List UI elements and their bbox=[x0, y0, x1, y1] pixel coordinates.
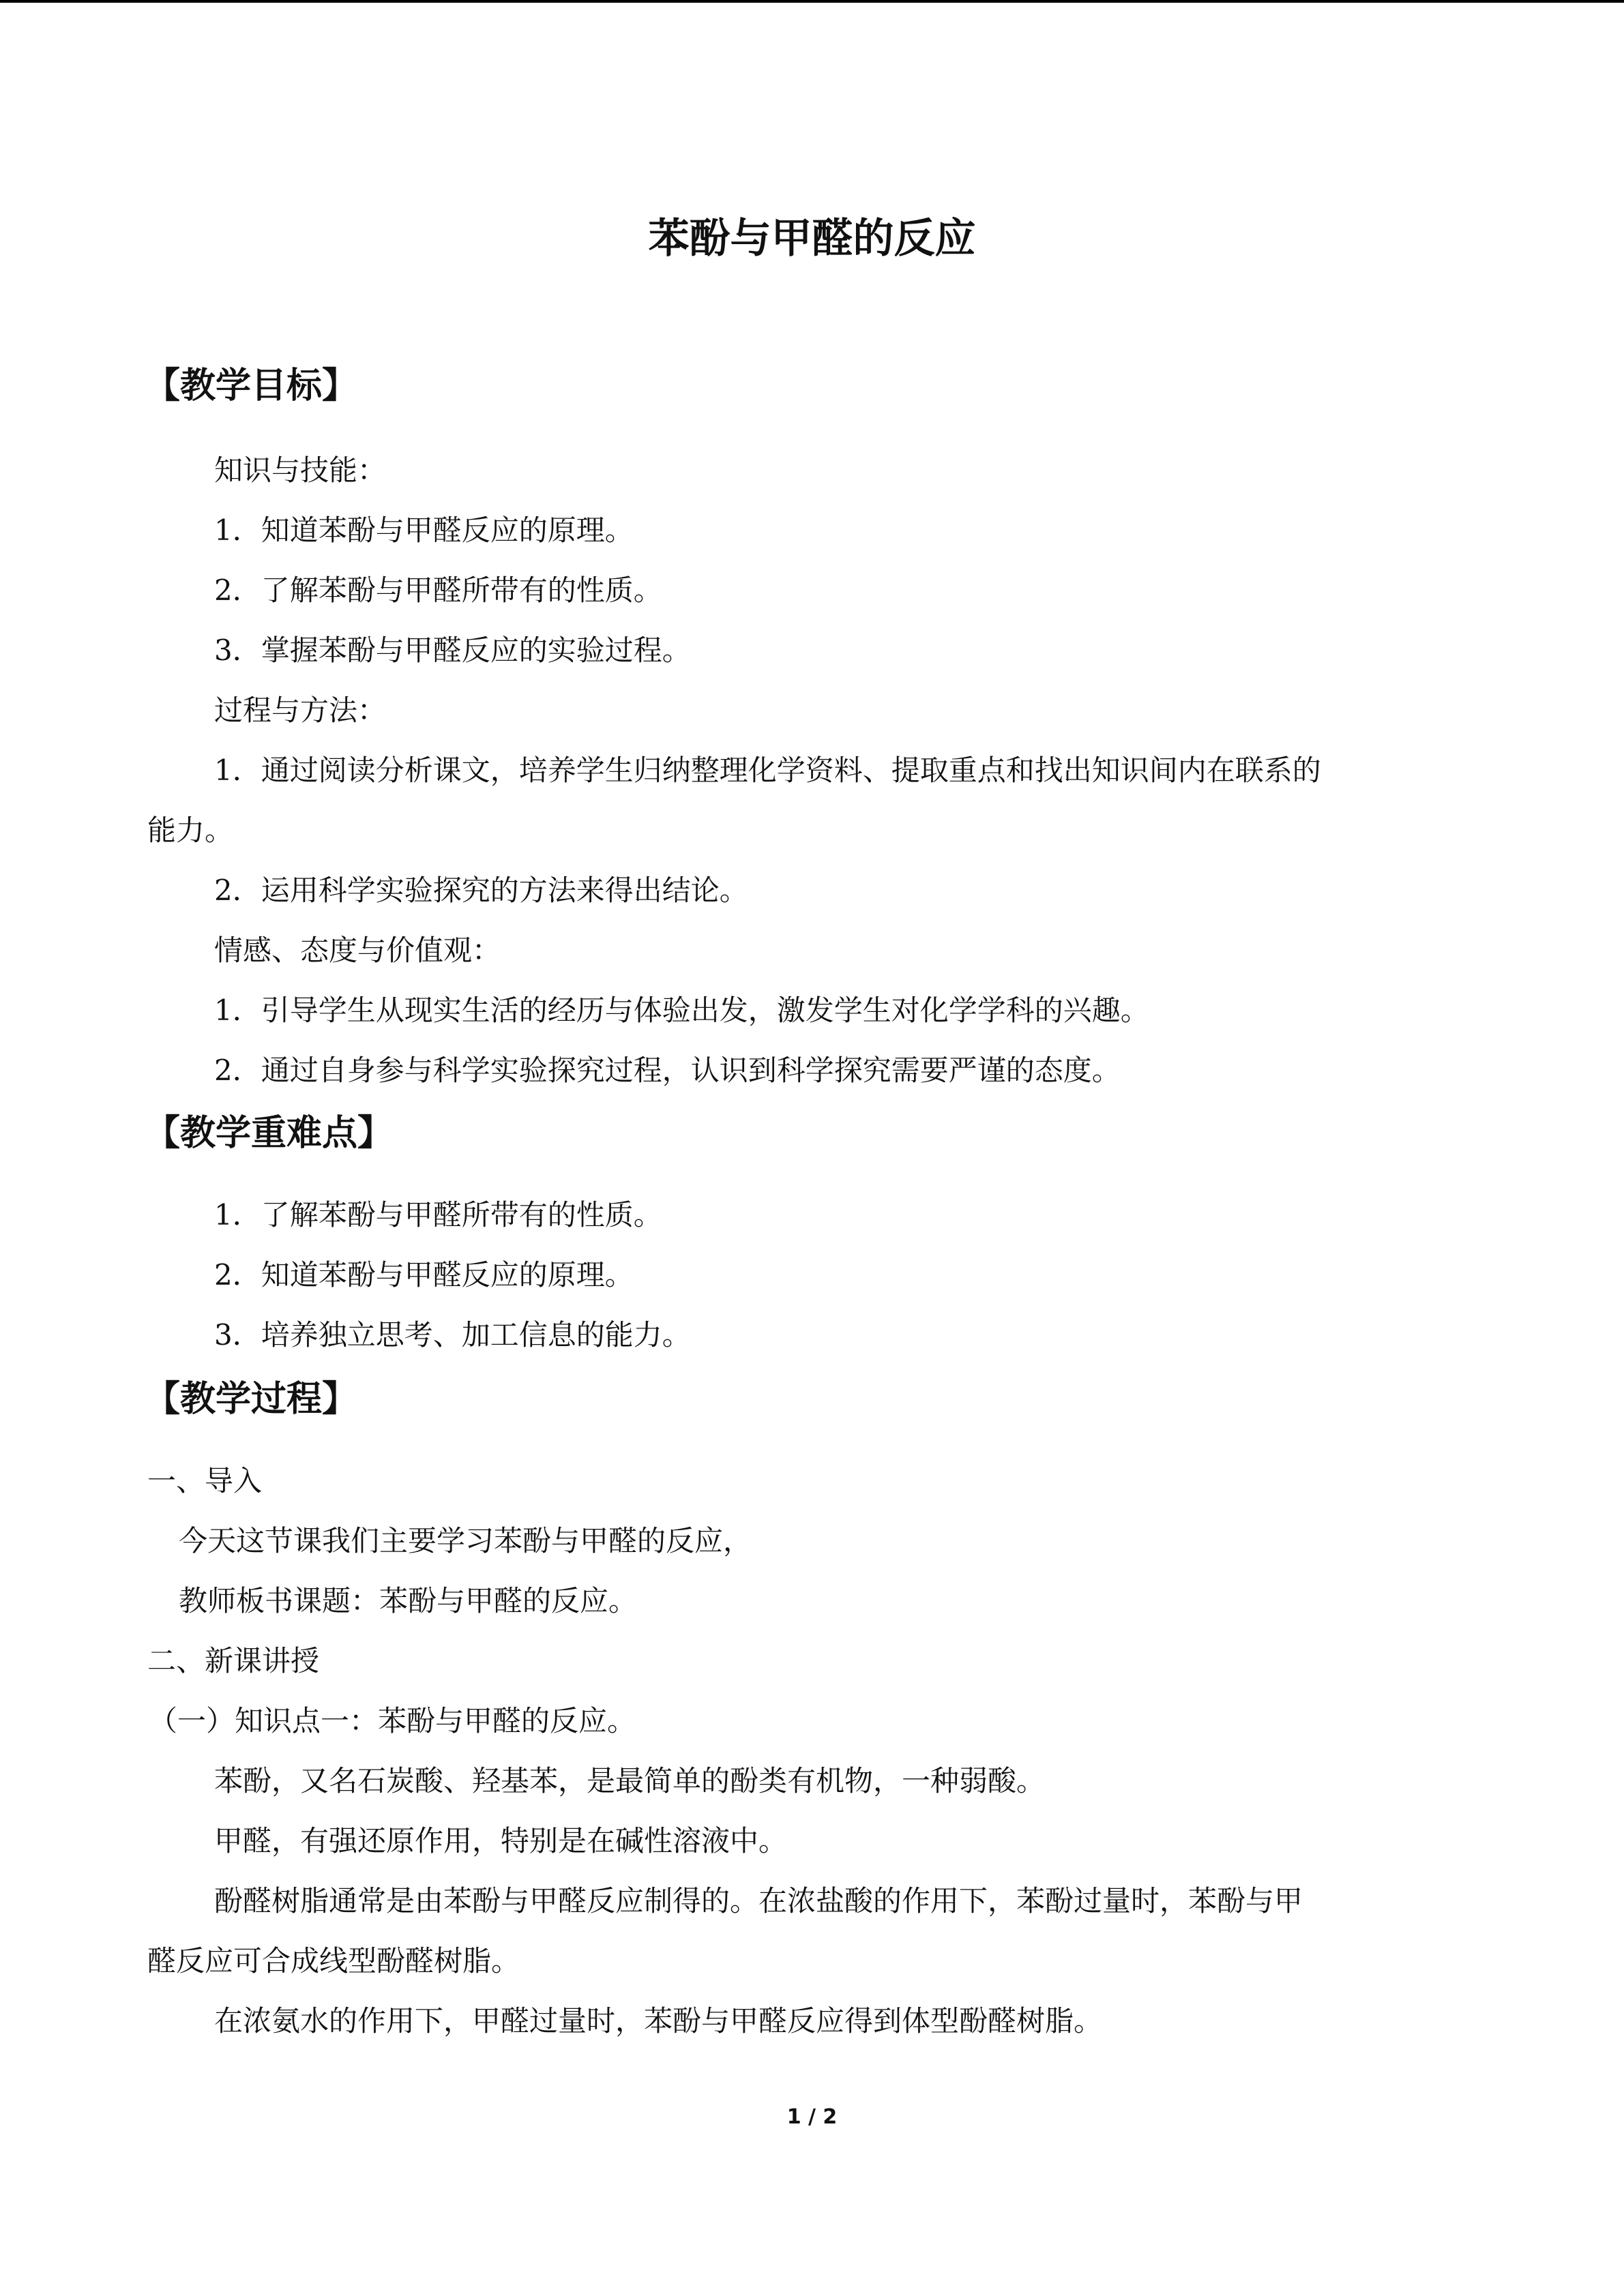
key-point-item-3: 3．培养独立思考、加工信息的能力。 bbox=[214, 1318, 691, 1352]
new-lesson-label: 二、新课讲授 bbox=[147, 1644, 320, 1678]
paragraph-resin-1-continued: 醛反应可合成线型酚醛树脂。 bbox=[147, 1944, 520, 1978]
top-border bbox=[0, 0, 1624, 3]
heading-objectives: 【教学目标】 bbox=[145, 366, 358, 406]
knowledge-item-1: 1．知道苯酚与甲醛反应的原理。 bbox=[214, 513, 634, 547]
process-method-label: 过程与方法： bbox=[214, 694, 387, 727]
paragraph-formaldehyde: 甲醛，有强还原作用，特别是在碱性溶液中。 bbox=[214, 1824, 788, 1858]
process-item-1-continued: 能力。 bbox=[147, 814, 234, 847]
knowledge-item-2: 2．了解苯酚与甲醛所带有的性质。 bbox=[214, 573, 662, 607]
page-title: 苯酚与甲醛的反应 bbox=[648, 215, 976, 263]
paragraph-resin-2: 在浓氨水的作用下，甲醛过量时，苯酚与甲醛反应得到体型酚醛树脂。 bbox=[214, 2004, 1103, 2038]
knowledge-point-label: （一）知识点一：苯酚与甲醛的反应。 bbox=[149, 1704, 636, 1738]
intro-label: 一、导入 bbox=[147, 1464, 263, 1497]
page-number: 1 / 2 bbox=[786, 2105, 838, 2129]
key-point-item-2: 2．知道苯酚与甲醛反应的原理。 bbox=[214, 1258, 634, 1292]
intro-line-2: 教师板书课题：苯酚与甲醛的反应。 bbox=[179, 1584, 638, 1617]
knowledge-label: 知识与技能： bbox=[214, 453, 387, 487]
emotion-item-1: 1．引导学生从现实生活的经历与体验出发，激发学生对化学学科的兴趣。 bbox=[214, 994, 1149, 1027]
emotion-label: 情感、态度与价值观： bbox=[214, 934, 501, 967]
heading-key-points: 【教学重难点】 bbox=[145, 1113, 394, 1154]
heading-teaching-process: 【教学过程】 bbox=[145, 1379, 358, 1420]
intro-line-1: 今天这节课我们主要学习苯酚与甲醛的反应， bbox=[179, 1524, 752, 1557]
process-item-2: 2．运用科学实验探究的方法来得出结论。 bbox=[214, 874, 748, 907]
paragraph-resin-1: 酚醛树脂通常是由苯酚与甲醛反应制得的。在浓盐酸的作用下，苯酚过量时，苯酚与甲 bbox=[214, 1884, 1303, 1918]
emotion-item-2: 2．通过自身参与科学实验探究过程，认识到科学探究需要严谨的态度。 bbox=[214, 1054, 1121, 1087]
process-item-1: 1．通过阅读分析课文，培养学生归纳整理化学资料、提取重点和找出知识间内在联系的 bbox=[214, 754, 1321, 787]
key-point-item-1: 1．了解苯酚与甲醛所带有的性质。 bbox=[214, 1198, 662, 1232]
knowledge-item-3: 3．掌握苯酚与甲醛反应的实验过程。 bbox=[214, 633, 691, 667]
paragraph-phenol: 苯酚，又名石炭酸、羟基苯，是最简单的酚类有机物，一种弱酸。 bbox=[214, 1764, 1046, 1798]
